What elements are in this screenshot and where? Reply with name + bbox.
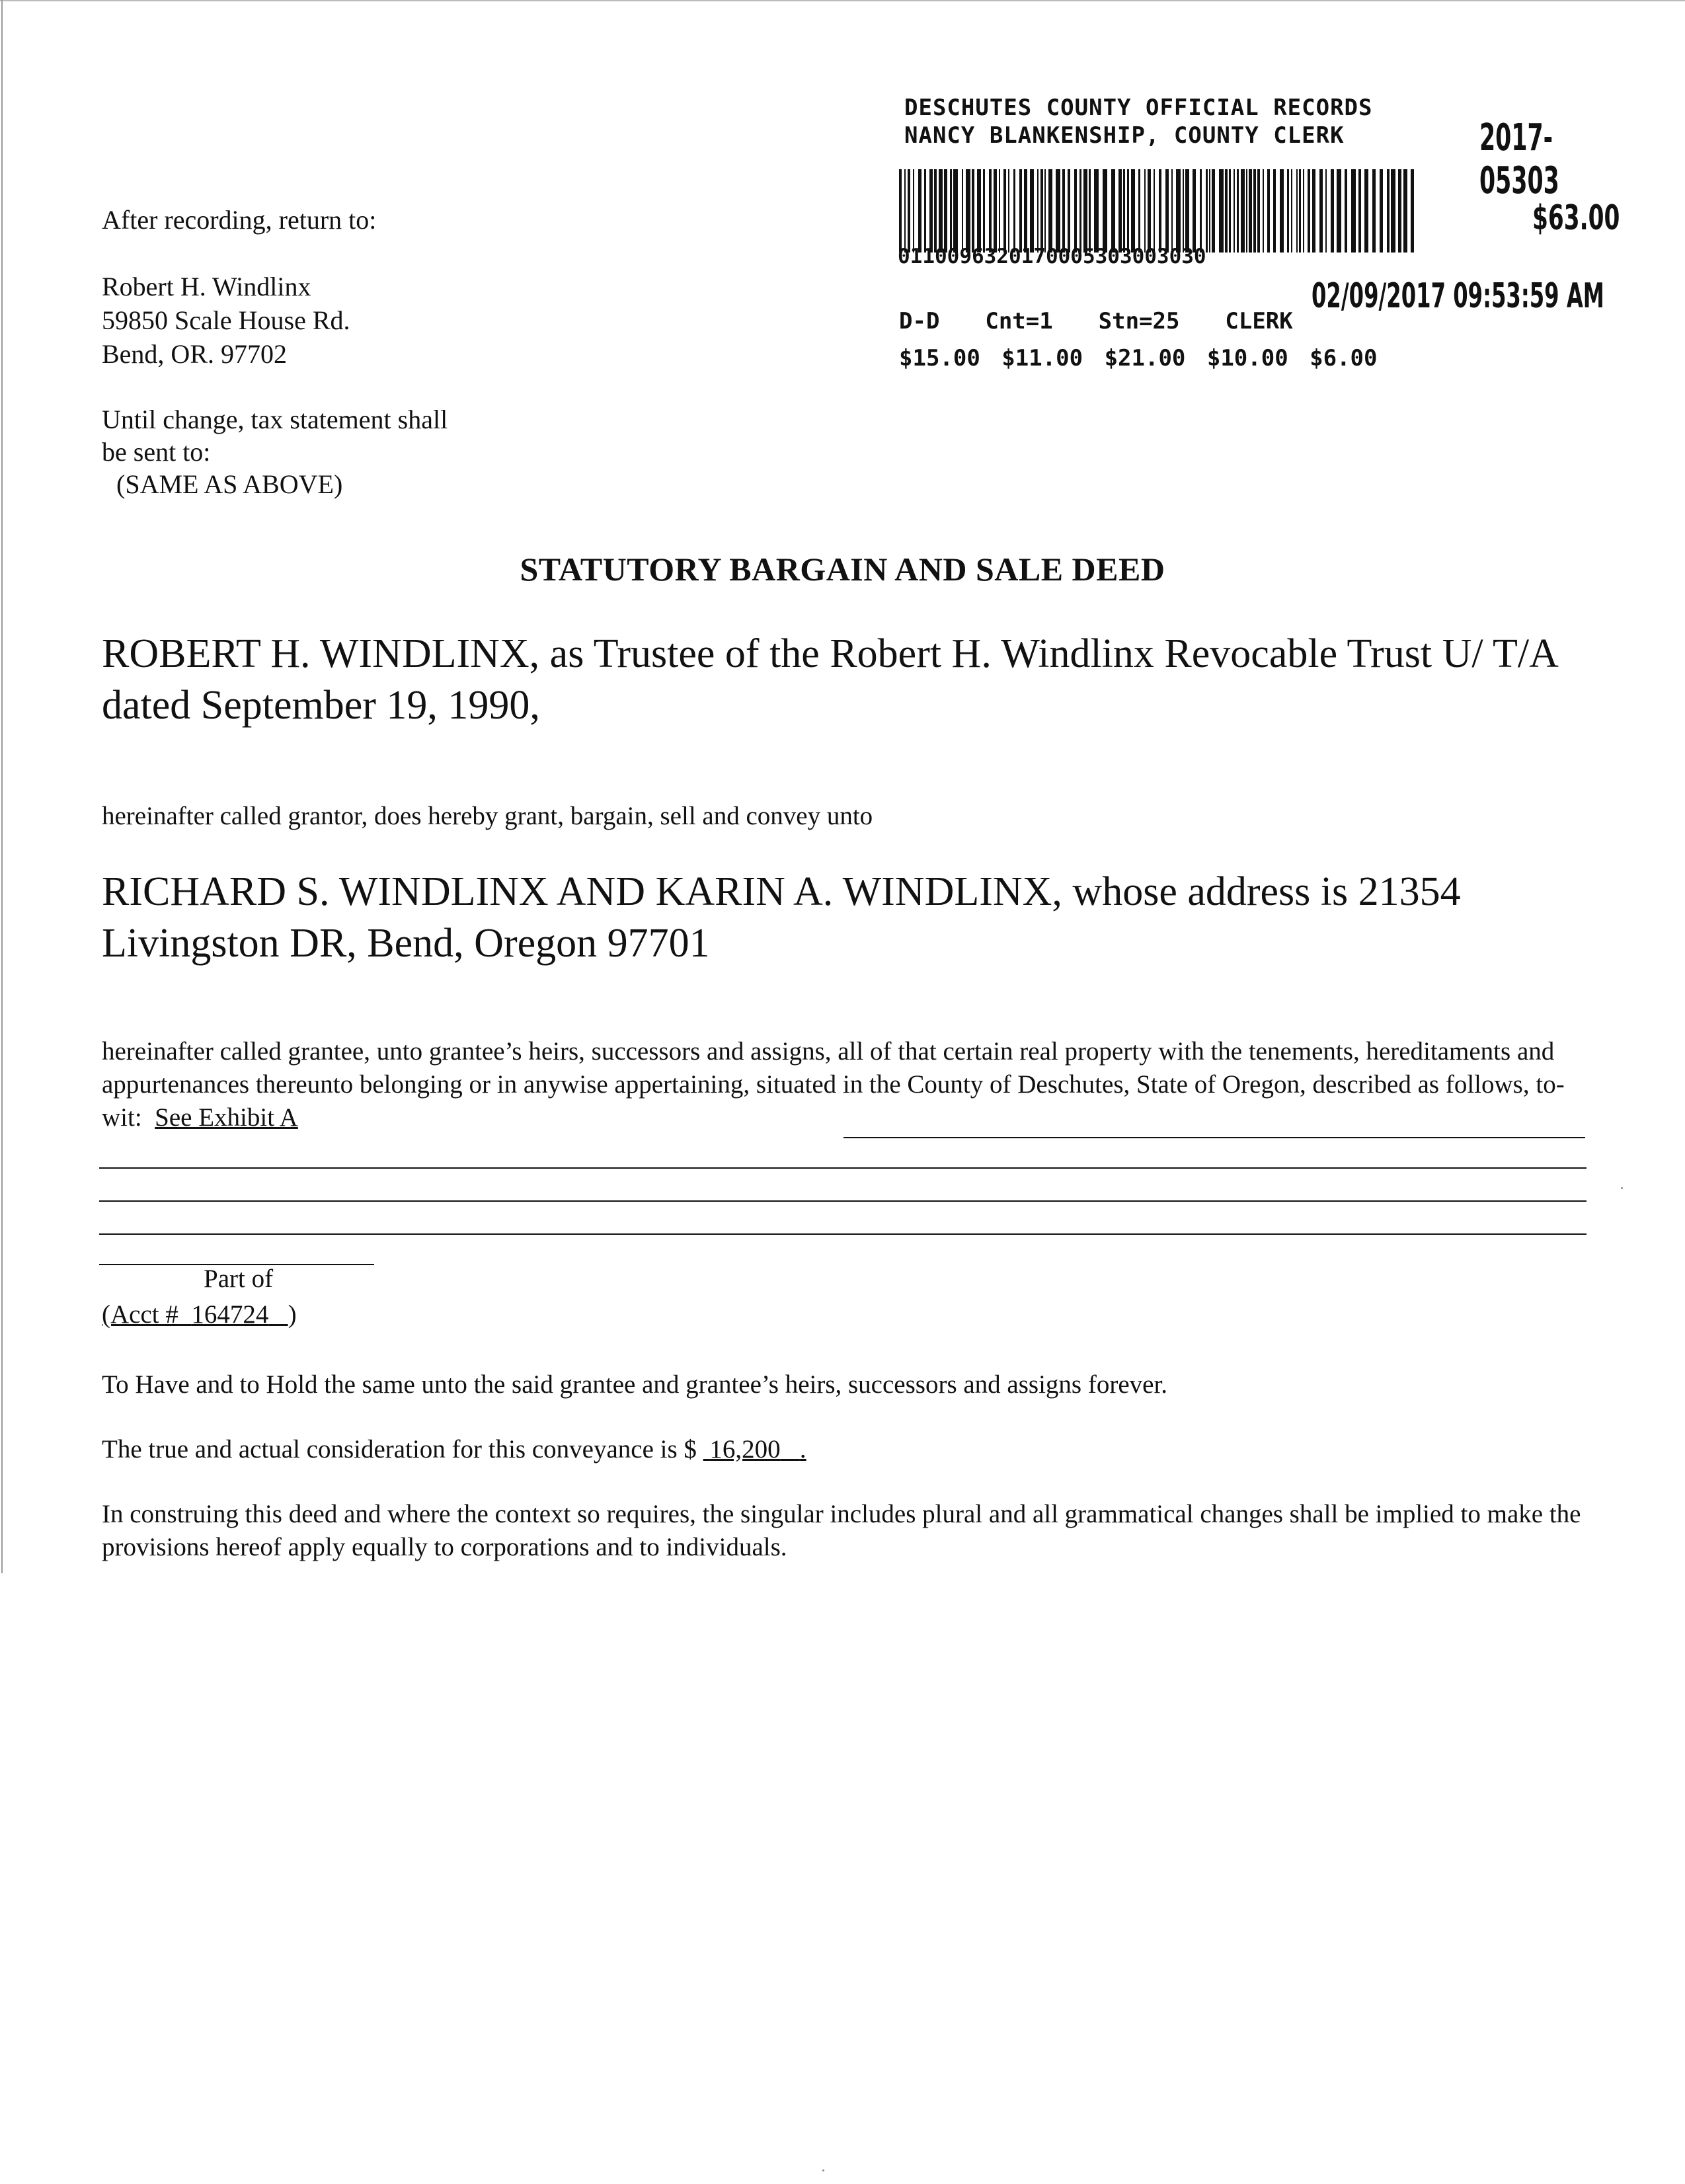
barcode-bar bbox=[977, 169, 981, 253]
blank-line-2 bbox=[99, 1167, 1587, 1169]
barcode-bar bbox=[1237, 169, 1239, 253]
stamp-fee-breakdown: $15.00 $11.00 $21.00 $10.00 $6.00 bbox=[899, 345, 1378, 371]
barcode-bar bbox=[1273, 169, 1276, 253]
barcode-bar bbox=[899, 169, 902, 253]
barcode-bar bbox=[939, 169, 943, 253]
barcode-bar bbox=[1246, 169, 1247, 253]
barcode-bar bbox=[1131, 169, 1135, 253]
tax-line-1: Until change, tax statement shall bbox=[102, 405, 448, 434]
tax-statement-block bbox=[102, 403, 448, 500]
acct-number-value bbox=[178, 1300, 288, 1329]
barcode-bar bbox=[1241, 169, 1245, 253]
barcode-bar bbox=[1165, 169, 1169, 253]
barcode-bar bbox=[1267, 169, 1270, 253]
barcode-bar bbox=[1253, 169, 1256, 253]
barcode-bar bbox=[934, 169, 937, 253]
barcode-bar bbox=[1068, 169, 1070, 253]
barcode-bar bbox=[1013, 169, 1015, 253]
barcode-bar bbox=[972, 169, 974, 253]
barcode-bar bbox=[966, 169, 970, 253]
barcode-bar bbox=[1056, 169, 1060, 253]
grant-clause: hereinafter called grantor, does hereby grant, bargain, sell and convey unto bbox=[102, 802, 873, 830]
recording-stamp-header bbox=[904, 94, 1373, 149]
barcode-bar bbox=[904, 169, 906, 253]
barcode-bar bbox=[1176, 169, 1181, 253]
barcode-bar bbox=[989, 169, 992, 253]
return-name: Robert H. Windlinx bbox=[102, 272, 311, 301]
barcode-bar bbox=[1044, 169, 1046, 253]
barcode-bar bbox=[999, 169, 1000, 253]
barcode-bar bbox=[1391, 169, 1395, 253]
part-of-label: Part of bbox=[204, 1265, 274, 1293]
barcode-bar bbox=[1183, 169, 1184, 253]
barcode-bar bbox=[1148, 169, 1151, 253]
habendum-clause: To Have and to Hold the same unto the said grantee and grantee’s heirs, successors and assigns forever. bbox=[102, 1370, 1168, 1399]
barcode-bar bbox=[1403, 169, 1407, 253]
barcode-bar bbox=[1249, 169, 1252, 253]
barcode-bar bbox=[1380, 169, 1383, 253]
barcode-bar bbox=[1337, 169, 1341, 253]
scan-left-edge bbox=[1, 0, 3, 1573]
barcode-bar bbox=[1030, 169, 1034, 253]
barcode-bar bbox=[1062, 169, 1065, 253]
recording-datetime: 02/09/2017 09:53:59 AM bbox=[1312, 276, 1604, 316]
barcode-bar bbox=[1398, 169, 1401, 253]
barcode-bar bbox=[1345, 169, 1347, 253]
property-clause-text: hereinafter called grantee, unto grantee’s heirs, successors and assigns, all of that certain real property with the tenements, hereditaments and appurtenances thereunto belonging or in anywise appertaining, situated in the County of Deschutes, State of Oregon, described as follows, to-wit: bbox=[102, 1037, 1565, 1132]
barcode-bar bbox=[1111, 169, 1115, 253]
barcode-bar bbox=[1048, 169, 1052, 253]
barcode-bar bbox=[924, 169, 926, 253]
grantor-name: ROBERT H. WINDLINX, as Trustee of the Robert H. Windlinx Revocable Trust U/ T/A dated September 19, 1990, bbox=[102, 631, 1557, 728]
barcode-bar bbox=[1209, 169, 1210, 253]
barcode-bar bbox=[929, 169, 933, 253]
barcode-bar bbox=[1079, 169, 1081, 253]
return-address bbox=[102, 270, 350, 371]
barcode-bar bbox=[1040, 169, 1043, 253]
barcode-bar bbox=[1234, 169, 1235, 253]
barcode-bar bbox=[1287, 169, 1289, 253]
stamp-clerk: NANCY BLANKENSHIP, COUNTY CLERK bbox=[904, 122, 1345, 149]
barcode-bar bbox=[1296, 169, 1298, 253]
construction-clause: In construing this deed and where the context so requires, the singular includes plural and all grammatical changes shall be implied to make the provisions hereof apply equally to corporations and to individuals. bbox=[102, 1500, 1581, 1561]
barcode-bar bbox=[1103, 169, 1107, 253]
barcode-bar bbox=[1308, 169, 1310, 253]
barcode-bar bbox=[1159, 169, 1161, 253]
acct-prefix: (Acct # bbox=[102, 1300, 178, 1329]
barcode-bar bbox=[1257, 169, 1260, 253]
acct-suffix: ) bbox=[288, 1300, 297, 1329]
barcode bbox=[899, 169, 1420, 253]
consideration-clause bbox=[102, 1433, 806, 1466]
barcode-bar bbox=[962, 169, 963, 253]
barcode-bar bbox=[1225, 169, 1228, 253]
barcode-bar bbox=[1200, 169, 1202, 253]
blank-line-4 bbox=[99, 1233, 1587, 1235]
barcode-bar bbox=[1372, 169, 1376, 253]
account-number bbox=[102, 1300, 297, 1329]
property-clause bbox=[102, 1035, 1602, 1134]
barcode-bar bbox=[1037, 169, 1038, 253]
barcode-bar bbox=[1144, 169, 1146, 253]
barcode-bar bbox=[1024, 169, 1027, 253]
barcode-bar bbox=[1319, 169, 1323, 253]
barcode-bar bbox=[953, 169, 958, 253]
consideration-suffix: . bbox=[799, 1435, 806, 1463]
barcode-bar bbox=[1303, 169, 1304, 253]
barcode-bar bbox=[1171, 169, 1173, 253]
barcode-bar bbox=[913, 169, 914, 253]
consideration-prefix: The true and actual consideration for this conveyance is $ bbox=[102, 1435, 697, 1463]
tax-line-2: be sent to: bbox=[102, 437, 211, 467]
blank-line-1 bbox=[843, 1137, 1585, 1138]
consideration-amount-wrap bbox=[703, 1435, 806, 1463]
barcode-bar bbox=[1331, 169, 1334, 253]
total-fee: $63.00 bbox=[1532, 198, 1620, 238]
barcode-bar bbox=[1229, 169, 1231, 253]
barcode-bar bbox=[1074, 169, 1077, 253]
barcode-bar bbox=[1291, 169, 1292, 253]
blank-line-3 bbox=[99, 1200, 1587, 1202]
consideration-amount: 16,200 bbox=[709, 1435, 781, 1463]
grantee-name: RICHARD S. WINDLINX AND KARIN A. WINDLINX, whose address is 21354 Livingston DR, Bend, Oregon 97701 bbox=[102, 869, 1461, 966]
stamp-meta: D-D Cnt=1 Stn=25 CLERK bbox=[899, 308, 1293, 334]
barcode-bar bbox=[1193, 169, 1196, 253]
barcode-bar bbox=[950, 169, 952, 253]
barcode-bar bbox=[1185, 169, 1189, 253]
barcode-bar bbox=[918, 169, 921, 253]
barcode-bar bbox=[1358, 169, 1361, 253]
barcode-bar bbox=[1094, 169, 1099, 253]
barcode-bar bbox=[1118, 169, 1122, 253]
barcode-bar bbox=[1263, 169, 1264, 253]
deed-title: STATUTORY BARGAIN AND SALE DEED bbox=[520, 551, 1165, 588]
barcode-bar bbox=[1411, 169, 1414, 253]
barcode-bar bbox=[994, 169, 997, 253]
barcode-bar bbox=[908, 169, 910, 253]
barcode-bar bbox=[1003, 169, 1006, 253]
scan-top-edge bbox=[0, 0, 1685, 1]
barcode-bar bbox=[1351, 169, 1356, 253]
return-to-label: After recording, return to: bbox=[102, 205, 377, 235]
barcode-bar bbox=[1212, 169, 1215, 253]
stamp-office: DESCHUTES COUNTY OFFICIAL RECORDS bbox=[904, 95, 1373, 121]
barcode-bar bbox=[1127, 169, 1129, 253]
return-city: Bend, OR. 97702 bbox=[102, 339, 287, 369]
barcode-bar bbox=[1123, 169, 1125, 253]
return-street: 59850 Scale House Rd. bbox=[102, 305, 350, 335]
barcode-bar bbox=[1008, 169, 1009, 253]
barcode-bar bbox=[1089, 169, 1091, 253]
barcode-bar bbox=[1280, 169, 1284, 253]
barcode-bar bbox=[1019, 169, 1022, 253]
barcode-bar bbox=[1219, 169, 1224, 253]
barcode-bar bbox=[1138, 169, 1140, 253]
barcode-bar bbox=[1206, 169, 1208, 253]
barcode-bar bbox=[944, 169, 947, 253]
barcode-bar bbox=[1299, 169, 1301, 253]
property-reference: See Exhibit A bbox=[155, 1103, 298, 1132]
barcode-bar bbox=[1364, 169, 1368, 253]
barcode-bar bbox=[1387, 169, 1390, 253]
acct-number-text: 164724 bbox=[191, 1300, 269, 1329]
scan-speck bbox=[822, 2169, 824, 2171]
barcode-bar bbox=[983, 169, 985, 253]
scan-speck bbox=[1621, 1187, 1623, 1189]
record-number: 2017-05303 bbox=[1479, 116, 1559, 202]
barcode-bar bbox=[1312, 169, 1315, 253]
barcode-bar bbox=[1154, 169, 1155, 253]
barcode-bar bbox=[1325, 169, 1327, 253]
tax-line-3: (SAME AS ABOVE) bbox=[116, 469, 343, 499]
barcode-number: 011009632017000530300303​0 bbox=[898, 245, 1206, 268]
barcode-bar bbox=[1083, 169, 1087, 253]
